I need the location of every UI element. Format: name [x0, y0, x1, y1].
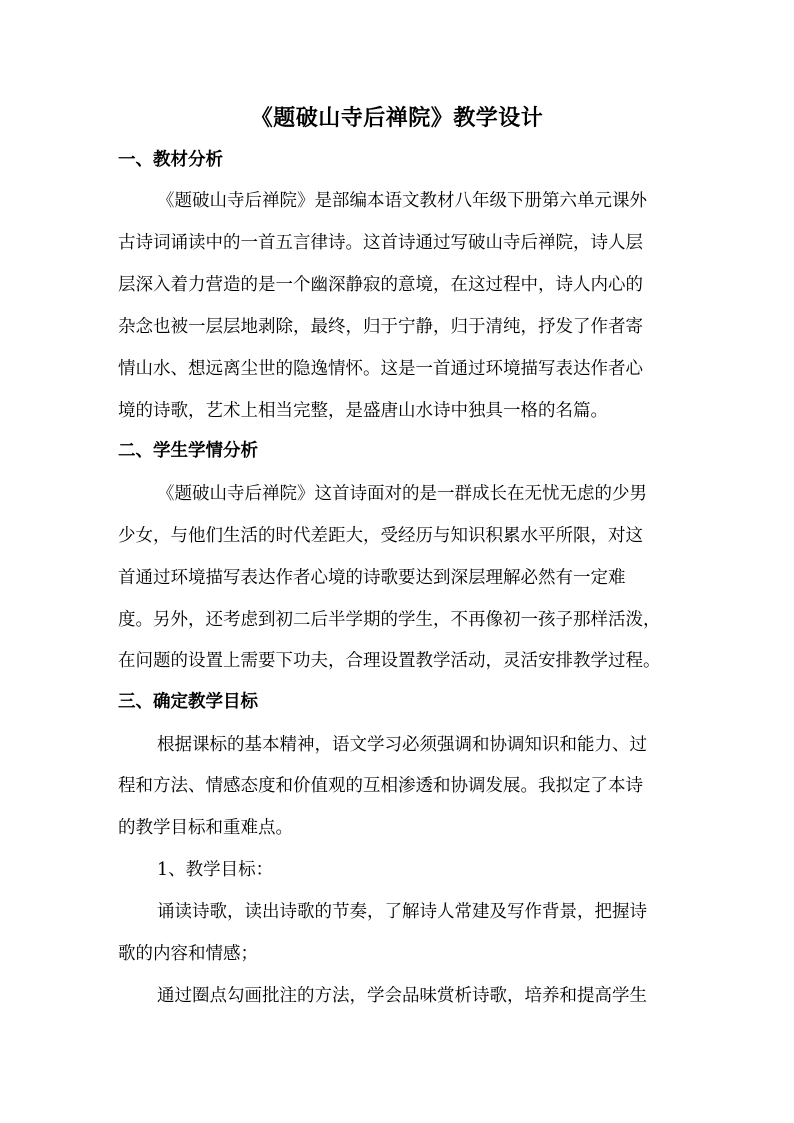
paragraph-line: 歌的内容和情感； [118, 944, 258, 964]
document-title: 《题破山寺后禅院》教学设计 [250, 105, 544, 131]
paragraph-line: 《题破山寺后禅院》是部编本语文教材八年级下册第六单元课外 [157, 191, 647, 211]
paragraph-line: 首通过环境描写表达作者心境的诗歌要达到深层理解必然有一定难 [118, 568, 626, 588]
paragraph-line: 通过圈点勾画批注的方法，学会品味赏析诗歌，培养和提高学生 [157, 986, 647, 1006]
section-heading-textbook-analysis: 一、教材分析 [118, 150, 223, 170]
paragraph-line: 杂念也被一层层地剥除，最终，归于宁静，归于清纯，抒发了作者寄 [118, 317, 643, 337]
paragraph-line: 的教学目标和重难点。 [118, 818, 293, 838]
section-heading-teaching-goals: 三、确定教学目标 [118, 692, 258, 712]
paragraph-line: 层深入着力营造的是一个幽深静寂的意境，在这过程中，诗人内心的 [118, 275, 643, 295]
paragraph-line: 情山水、想远离尘世的隐逸情怀。这是一首通过环境描写表达作者心 [118, 359, 643, 379]
paragraph-line: 《题破山寺后禅院》这首诗面对的是一群成长在无忧无虑的少男 [157, 484, 647, 504]
subheading-teaching-goals: 1、教学目标： [157, 860, 274, 880]
paragraph-line: 度。另外，还考虑到初二后半学期的学生，不再像初一孩子那样活泼， [118, 610, 661, 630]
section-heading-student-analysis: 二、学生学情分析 [118, 441, 258, 461]
paragraph-line: 诵读诗歌，读出诗歌的节奏，了解诗人常建及写作背景，把握诗 [157, 902, 647, 922]
paragraph-line: 古诗词诵读中的一首五言律诗。这首诗通过写破山寺后禅院，诗人层 [118, 233, 643, 253]
paragraph-line: 少女，与他们生活的时代差距大，受经历与知识积累水平所限，对这 [118, 526, 643, 546]
paragraph-line: 根据课标的基本精神，语文学习必须强调和协调知识和能力、过 [157, 735, 647, 755]
paragraph-line: 在问题的设置上需要下功夫，合理设置教学活动，灵活安排教学过程。 [118, 651, 661, 671]
paragraph-line: 程和方法、情感态度和价值观的互相渗透和协调发展。我拟定了本诗 [118, 776, 643, 796]
paragraph-line: 境的诗歌，艺术上相当完整，是盛唐山水诗中独具一格的名篇。 [118, 401, 608, 421]
